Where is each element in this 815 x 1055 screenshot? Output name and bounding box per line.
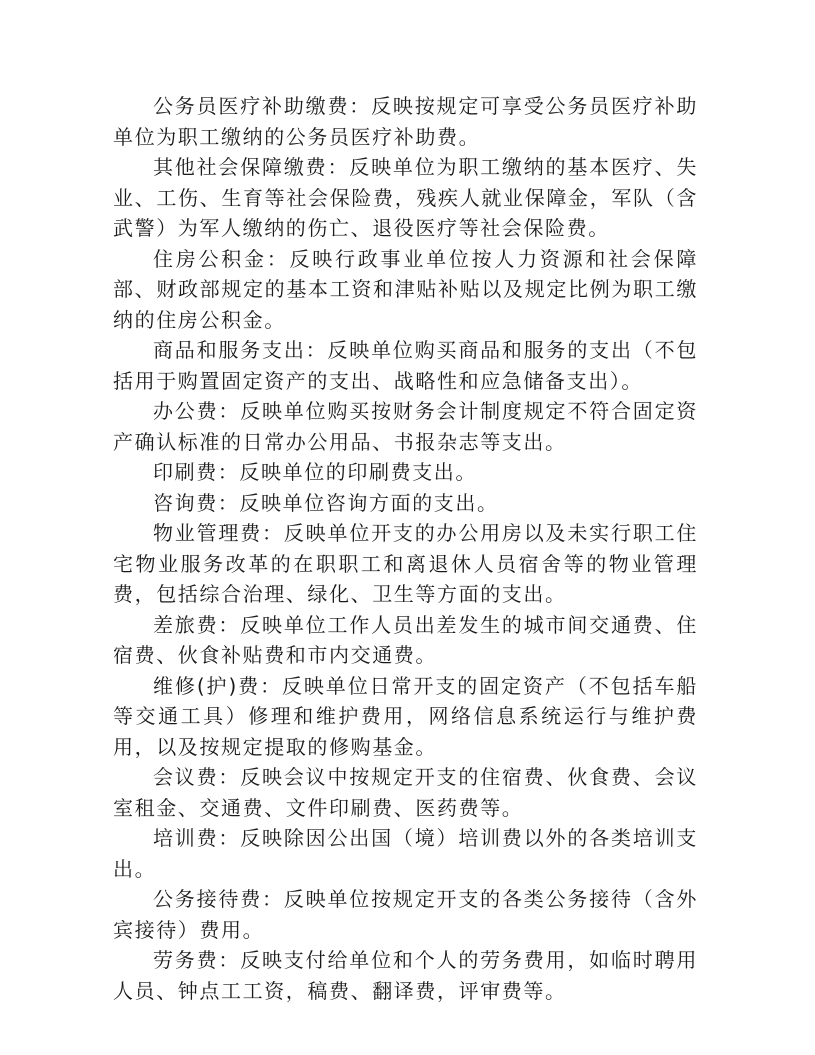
- paragraph-travel-expense: 差旅费：反映单位工作人员出差发生的城市间交通费、住宿费、伙食补贴费和市内交通费。: [113, 612, 698, 667]
- document-body: [113, 91, 698, 1006]
- paragraph-other-social-security: 其他社会保障缴费：反映单位为职工缴纳的基本医疗、失业、工伤、生育等社会保险费，残疾人就业保障金，军队（含武警）为军人缴纳的伤亡、退役医疗等社会保险费。: [113, 155, 698, 240]
- paragraph-civil-servant-medical: 公务员医疗补助缴费：反映按规定可享受公务员医疗补助单位为职工缴纳的公务员医疗补助费。: [113, 94, 698, 149]
- paragraph-property-management: 物业管理费：反映单位开支的办公用房以及未实行职工住宅物业服务改革的在职职工和离退休人员宿舍等的物业管理费，包括综合治理、绿化、卫生等方面的支出。: [113, 521, 698, 606]
- paragraph-meeting-expense: 会议费：反映会议中按规定开支的住宿费、伙食费、会议室租金、交通费、文件印刷费、医药费等。: [113, 765, 698, 820]
- paragraph-maintenance-expense: 维修(护)费：反映单位日常开支的固定资产（不包括车船等交通工具）修理和维护费用，网络信息系统运行与维护费用，以及按规定提取的修购基金。: [113, 673, 698, 759]
- paragraph-printing-expense: 印刷费：反映单位的印刷费支出。: [153, 460, 477, 484]
- paragraph-goods-services: 商品和服务支出：反映单位购买商品和服务的支出（不包括用于购置固定资产的支出、战略性和应急储备支出）。: [113, 338, 698, 393]
- paragraph-office-expense: 办公费：反映单位购买按财务会计制度规定不符合固定资产确认标准的日常办公用品、书报杂志等支出。: [113, 399, 698, 454]
- paragraph-consulting-expense: 咨询费：反映单位咨询方面的支出。: [153, 490, 499, 515]
- paragraph-training-expense: 培训费：反映除因公出国（境）培训费以外的各类培训支出。: [113, 826, 698, 881]
- paragraph-labor-expense: 劳务费：反映支付给单位和个人的劳务费用，如临时聘用人员、钟点工工资，稿费、翻译费，评审费等。: [113, 948, 698, 1003]
- paragraph-housing-fund: 住房公积金：反映行政事业单位按人力资源和社会保障部、财政部规定的基本工资和津贴补贴以及规定比例为职工缴纳的住房公积金。: [113, 246, 698, 332]
- paragraph-reception-expense: 公务接待费：反映单位按规定开支的各类公务接待（含外宾接待）费用。: [113, 887, 698, 942]
